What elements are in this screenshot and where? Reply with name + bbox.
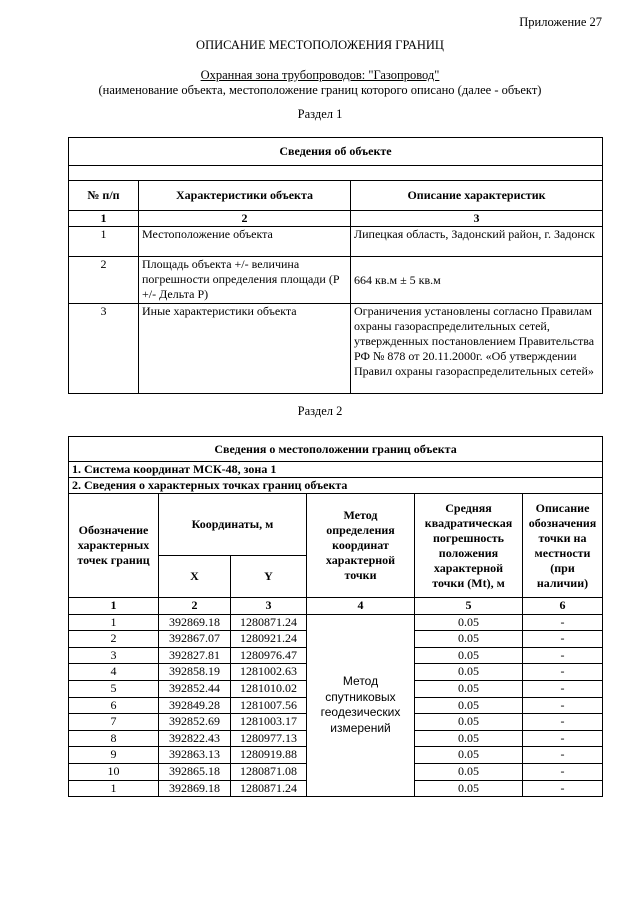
point-description: - [523,631,603,648]
row-description: Липецкая область, Задонский район, г. Задонск [351,227,603,257]
point-y: 1281003.17 [231,714,307,731]
header-description: Описание характеристик [351,181,603,211]
point-description: - [523,664,603,681]
point-accuracy: 0.05 [415,730,523,747]
point-y: 1280919.88 [231,747,307,764]
point-accuracy: 0.05 [415,714,523,731]
table-row [69,614,603,631]
point-x: 392863.13 [159,747,231,764]
col-number: 1 [69,211,139,227]
point-accuracy: 0.05 [415,697,523,714]
point-y: 1281007.56 [231,697,307,714]
point-description: - [523,763,603,780]
point-accuracy: 0.05 [415,680,523,697]
col-number: 5 [415,598,523,615]
point-number: 1 [69,614,159,631]
object-info-table [68,137,603,394]
boundary-table-title: Сведения о местоположении границ объекта [69,437,603,462]
boundary-points-table [68,436,603,797]
header-x: X [159,556,231,598]
header-coordinates: Координаты, м [159,494,307,556]
point-description: - [523,747,603,764]
point-number: 10 [69,763,159,780]
point-number: 3 [69,647,159,664]
point-y: 1281002.63 [231,664,307,681]
point-description: - [523,697,603,714]
point-accuracy: 0.05 [415,763,523,780]
row-description: 664 кв.м ± 5 кв.м [351,257,603,304]
point-x: 392852.44 [159,680,231,697]
point-number: 9 [69,747,159,764]
row-number: 1 [69,227,139,257]
point-y: 1280976.47 [231,647,307,664]
point-accuracy: 0.05 [415,614,523,631]
spacer-row [69,166,603,181]
coordinate-system: 1. Система координат МСК-48, зона 1 [69,462,603,478]
col-number: 6 [523,598,603,615]
point-y: 1280921.24 [231,631,307,648]
point-description: - [523,614,603,631]
object-info-title: Сведения об объекте [69,138,603,166]
col-number: 1 [69,598,159,615]
point-y: 1281010.02 [231,680,307,697]
col-number: 4 [307,598,415,615]
header-point-designation: Обозначение характерных точек границ [69,494,159,598]
point-number: 6 [69,697,159,714]
row-number: 3 [69,304,139,394]
object-name [0,68,640,83]
col-number: 3 [231,598,307,615]
point-description: - [523,647,603,664]
appendix-label: Приложение 27 [519,15,602,29]
point-y: 1280871.08 [231,763,307,780]
document-title: ОПИСАНИЕ МЕСТОПОЛОЖЕНИЯ ГРАНИЦ [196,38,444,52]
header-y: Y [231,556,307,598]
point-number: 8 [69,730,159,747]
point-accuracy: 0.05 [415,780,523,797]
point-number: 1 [69,780,159,797]
point-description: - [523,730,603,747]
table-row [69,304,603,394]
point-number: 5 [69,680,159,697]
point-x: 392865.18 [159,763,231,780]
point-number: 7 [69,714,159,731]
point-accuracy: 0.05 [415,631,523,648]
point-accuracy: 0.05 [415,647,523,664]
header-characteristics: Характеристики объекта [139,181,351,211]
col-number: 2 [139,211,351,227]
point-x: 392869.18 [159,614,231,631]
point-y: 1280871.24 [231,780,307,797]
point-x: 392869.18 [159,780,231,797]
point-y: 1280871.24 [231,614,307,631]
header-point-description: Описание обозначения точки на местности (при наличии) [523,494,603,598]
point-x: 392822.43 [159,730,231,747]
points-info-subtitle: 2. Сведения о характерных точках границ объекта [69,478,603,494]
point-x: 392858.19 [159,664,231,681]
table-row [69,257,603,304]
point-number: 4 [69,664,159,681]
point-x: 392849.28 [159,697,231,714]
table-row [69,227,603,257]
method-cell: Метод спутниковых геодезических измерений [307,614,415,797]
point-number: 2 [69,631,159,648]
point-accuracy: 0.05 [415,664,523,681]
point-x: 392827.81 [159,647,231,664]
section1-label: Раздел 1 [297,107,343,121]
object-note: (наименование объекта, местоположение границ которого описано (далее - объект) [98,83,542,97]
col-number: 3 [351,211,603,227]
row-characteristic: Иные характеристики объекта [139,304,351,394]
point-description: - [523,680,603,697]
row-characteristic: Площадь объекта +/- величина погрешности определения площади (P +/- Дельта P) [139,257,351,304]
section2-label: Раздел 2 [297,404,343,418]
point-y: 1280977.13 [231,730,307,747]
point-accuracy: 0.05 [415,747,523,764]
header-number: № п/п [69,181,139,211]
point-x: 392852.69 [159,714,231,731]
point-description: - [523,714,603,731]
row-description: Ограничения установлены согласно Правилам охраны газораспределительных сетей, утвержденных постановлением Правительства РФ № 878 от 20.11.2000г. «Об утверждении Правил охраны газораспределительных сетей» [351,304,603,394]
point-description: - [523,780,603,797]
col-number: 2 [159,598,231,615]
header-method: Метод определения координат характерной точки [307,494,415,598]
object-name-text: Охранная зона трубопроводов: "Газопровод" [200,68,440,82]
header-accuracy: Средняя квадратическая погрешность положения характерной точки (Mt), м [415,494,523,598]
row-characteristic: Местоположение объекта [139,227,351,257]
row-number: 2 [69,257,139,304]
point-x: 392867.07 [159,631,231,648]
